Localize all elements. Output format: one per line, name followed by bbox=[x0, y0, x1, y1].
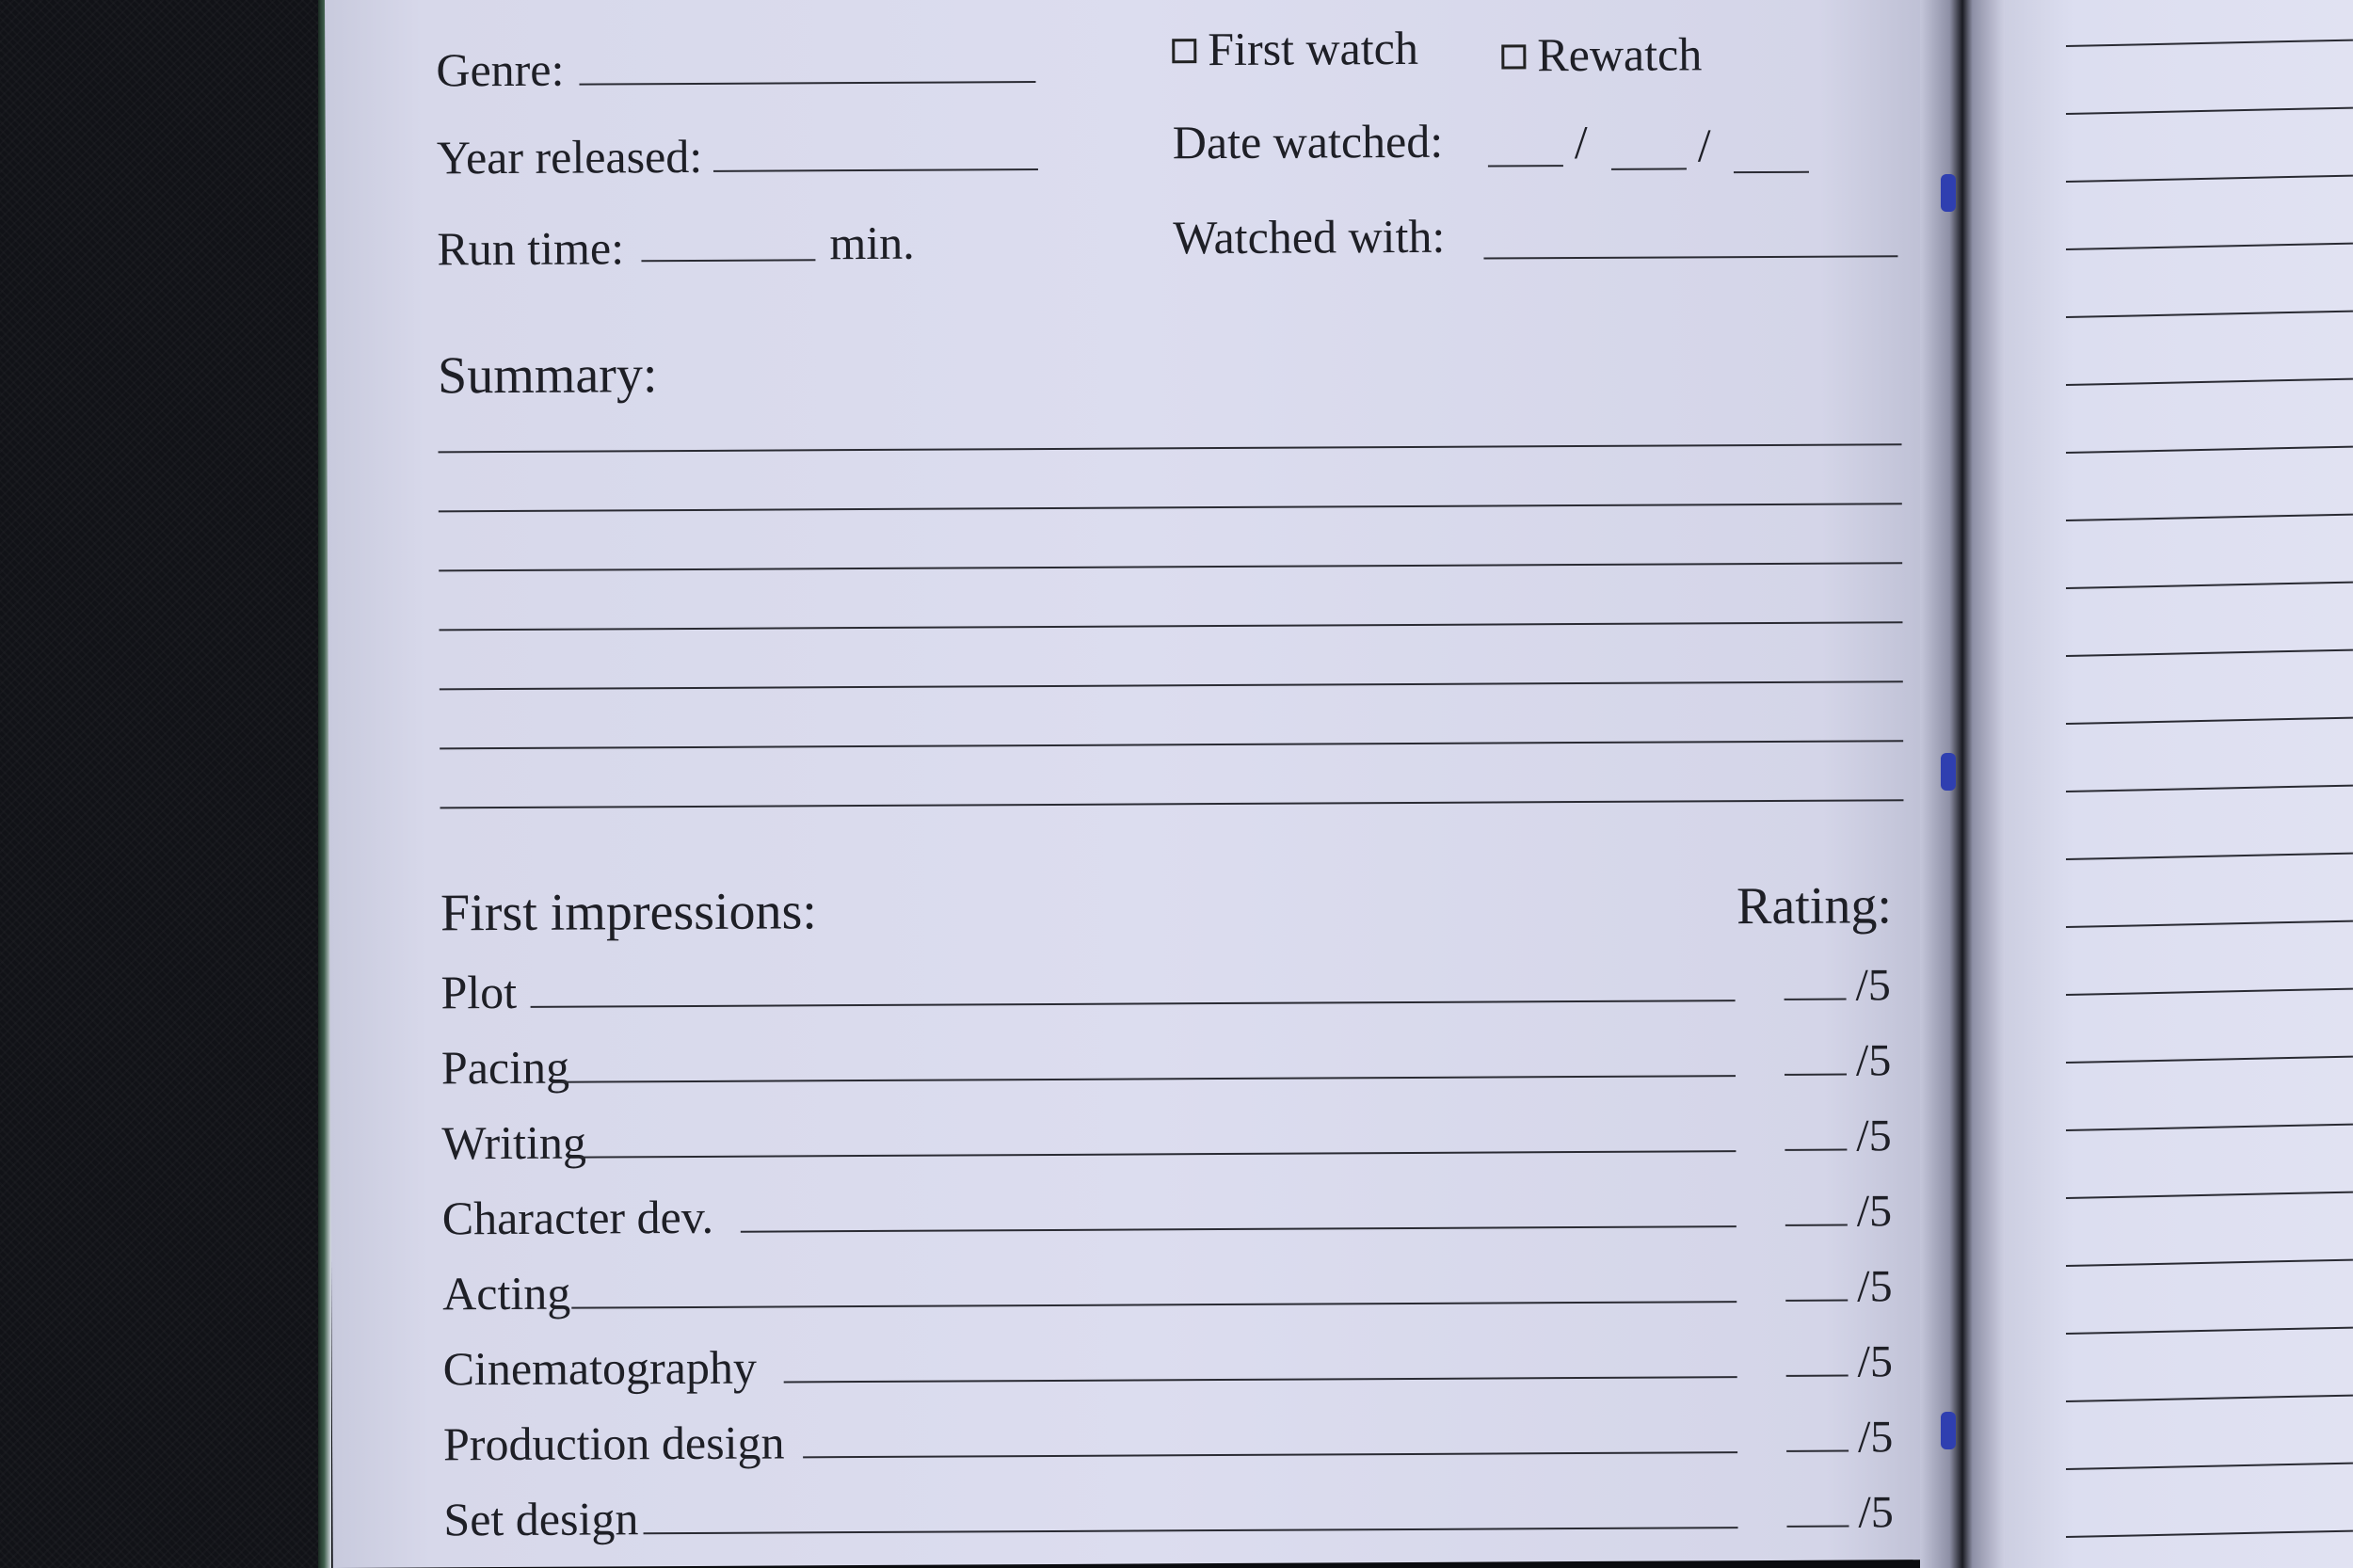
year-released-label: Year released: bbox=[436, 129, 703, 184]
genre-label: Genre: bbox=[436, 42, 565, 97]
journal-page bbox=[325, 0, 1957, 1568]
binding-stitch bbox=[1941, 1412, 1956, 1449]
summary-line[interactable] bbox=[440, 799, 1903, 808]
date-year-field[interactable] bbox=[1734, 171, 1809, 173]
rating-label: Rating: bbox=[1736, 876, 1893, 936]
score-suffix: /5 bbox=[1855, 960, 1891, 1011]
rating-blank[interactable] bbox=[1785, 999, 1847, 1000]
rating-blank[interactable] bbox=[1785, 1224, 1848, 1226]
impression-label: Plot bbox=[440, 965, 518, 1019]
rating-blank[interactable] bbox=[1786, 1375, 1849, 1377]
summary-line[interactable] bbox=[440, 621, 1903, 631]
date-watched-label: Date watched: bbox=[1172, 114, 1444, 169]
summary-line[interactable] bbox=[439, 562, 1902, 571]
rewatch-checkbox[interactable] bbox=[1501, 44, 1526, 69]
score-suffix: /5 bbox=[1856, 1186, 1893, 1237]
genre-field[interactable] bbox=[579, 81, 1035, 86]
rating-blank[interactable] bbox=[1786, 1450, 1849, 1452]
summary-line[interactable] bbox=[440, 740, 1903, 749]
rating-score[interactable] bbox=[1785, 1186, 1893, 1237]
rewatch-option[interactable] bbox=[1501, 27, 1703, 82]
impression-notes-field[interactable] bbox=[561, 1075, 1736, 1083]
first-watch-label: First watch bbox=[1208, 21, 1419, 76]
score-suffix: /5 bbox=[1857, 1336, 1894, 1387]
impression-label: Character dev. bbox=[441, 1190, 714, 1245]
date-day-field[interactable] bbox=[1611, 168, 1687, 169]
impression-label: Writing bbox=[441, 1115, 587, 1170]
impression-notes-field[interactable] bbox=[531, 1000, 1736, 1008]
date-separator: / bbox=[1574, 115, 1588, 169]
impression-notes-field[interactable] bbox=[741, 1225, 1737, 1233]
first-impressions-label: First impressions: bbox=[440, 882, 818, 943]
impression-label: Pacing bbox=[440, 1040, 570, 1095]
score-suffix: /5 bbox=[1856, 1111, 1892, 1161]
impression-notes-field[interactable] bbox=[571, 1301, 1737, 1308]
summary-line[interactable] bbox=[440, 680, 1903, 690]
score-suffix: /5 bbox=[1857, 1261, 1893, 1312]
rating-score[interactable] bbox=[1785, 1336, 1894, 1387]
facing-page bbox=[1981, 0, 2353, 1568]
impression-notes-field[interactable] bbox=[803, 1451, 1737, 1458]
binding-stitch bbox=[1941, 174, 1956, 212]
date-separator: / bbox=[1697, 119, 1711, 172]
watched-with-field[interactable] bbox=[1483, 255, 1897, 259]
year-released-field[interactable] bbox=[713, 168, 1038, 172]
binding-gutter bbox=[1920, 0, 2005, 1568]
impression-notes-field[interactable] bbox=[784, 1376, 1737, 1383]
rating-score[interactable] bbox=[1786, 1412, 1894, 1463]
rating-blank[interactable] bbox=[1785, 1149, 1847, 1151]
rating-score[interactable] bbox=[1785, 1035, 1892, 1086]
score-suffix: /5 bbox=[1857, 1412, 1894, 1463]
summary-label: Summary: bbox=[437, 345, 658, 406]
impression-notes-field[interactable] bbox=[644, 1527, 1738, 1534]
impression-notes-field[interactable] bbox=[580, 1150, 1736, 1158]
rewatch-label: Rewatch bbox=[1537, 27, 1703, 82]
rating-score[interactable] bbox=[1785, 1261, 1893, 1312]
summary-line[interactable] bbox=[439, 443, 1902, 453]
binding-stitch bbox=[1941, 753, 1956, 791]
watched-with-label: Watched with: bbox=[1173, 209, 1446, 264]
rating-score[interactable] bbox=[1784, 960, 1891, 1011]
first-watch-option[interactable] bbox=[1172, 21, 1419, 76]
score-suffix: /5 bbox=[1858, 1487, 1894, 1538]
date-month-field[interactable] bbox=[1488, 165, 1563, 167]
rating-blank[interactable] bbox=[1785, 1300, 1848, 1302]
score-suffix: /5 bbox=[1855, 1035, 1892, 1086]
impression-label: Cinematography bbox=[442, 1340, 758, 1396]
rating-score[interactable] bbox=[1786, 1487, 1894, 1538]
run-time-field[interactable] bbox=[641, 259, 815, 262]
fabric-background bbox=[0, 0, 329, 1568]
rating-blank[interactable] bbox=[1785, 1074, 1847, 1076]
rating-score[interactable] bbox=[1785, 1113, 1892, 1160]
summary-line[interactable] bbox=[439, 503, 1902, 512]
impression-label: Set design bbox=[443, 1492, 639, 1546]
impression-label: Production design bbox=[442, 1416, 785, 1471]
impression-label: Acting bbox=[442, 1266, 571, 1320]
first-watch-checkbox[interactable] bbox=[1172, 39, 1196, 63]
rating-blank[interactable] bbox=[1787, 1526, 1849, 1528]
run-time-label: Run time: bbox=[437, 221, 625, 276]
run-time-unit: min. bbox=[829, 216, 915, 270]
